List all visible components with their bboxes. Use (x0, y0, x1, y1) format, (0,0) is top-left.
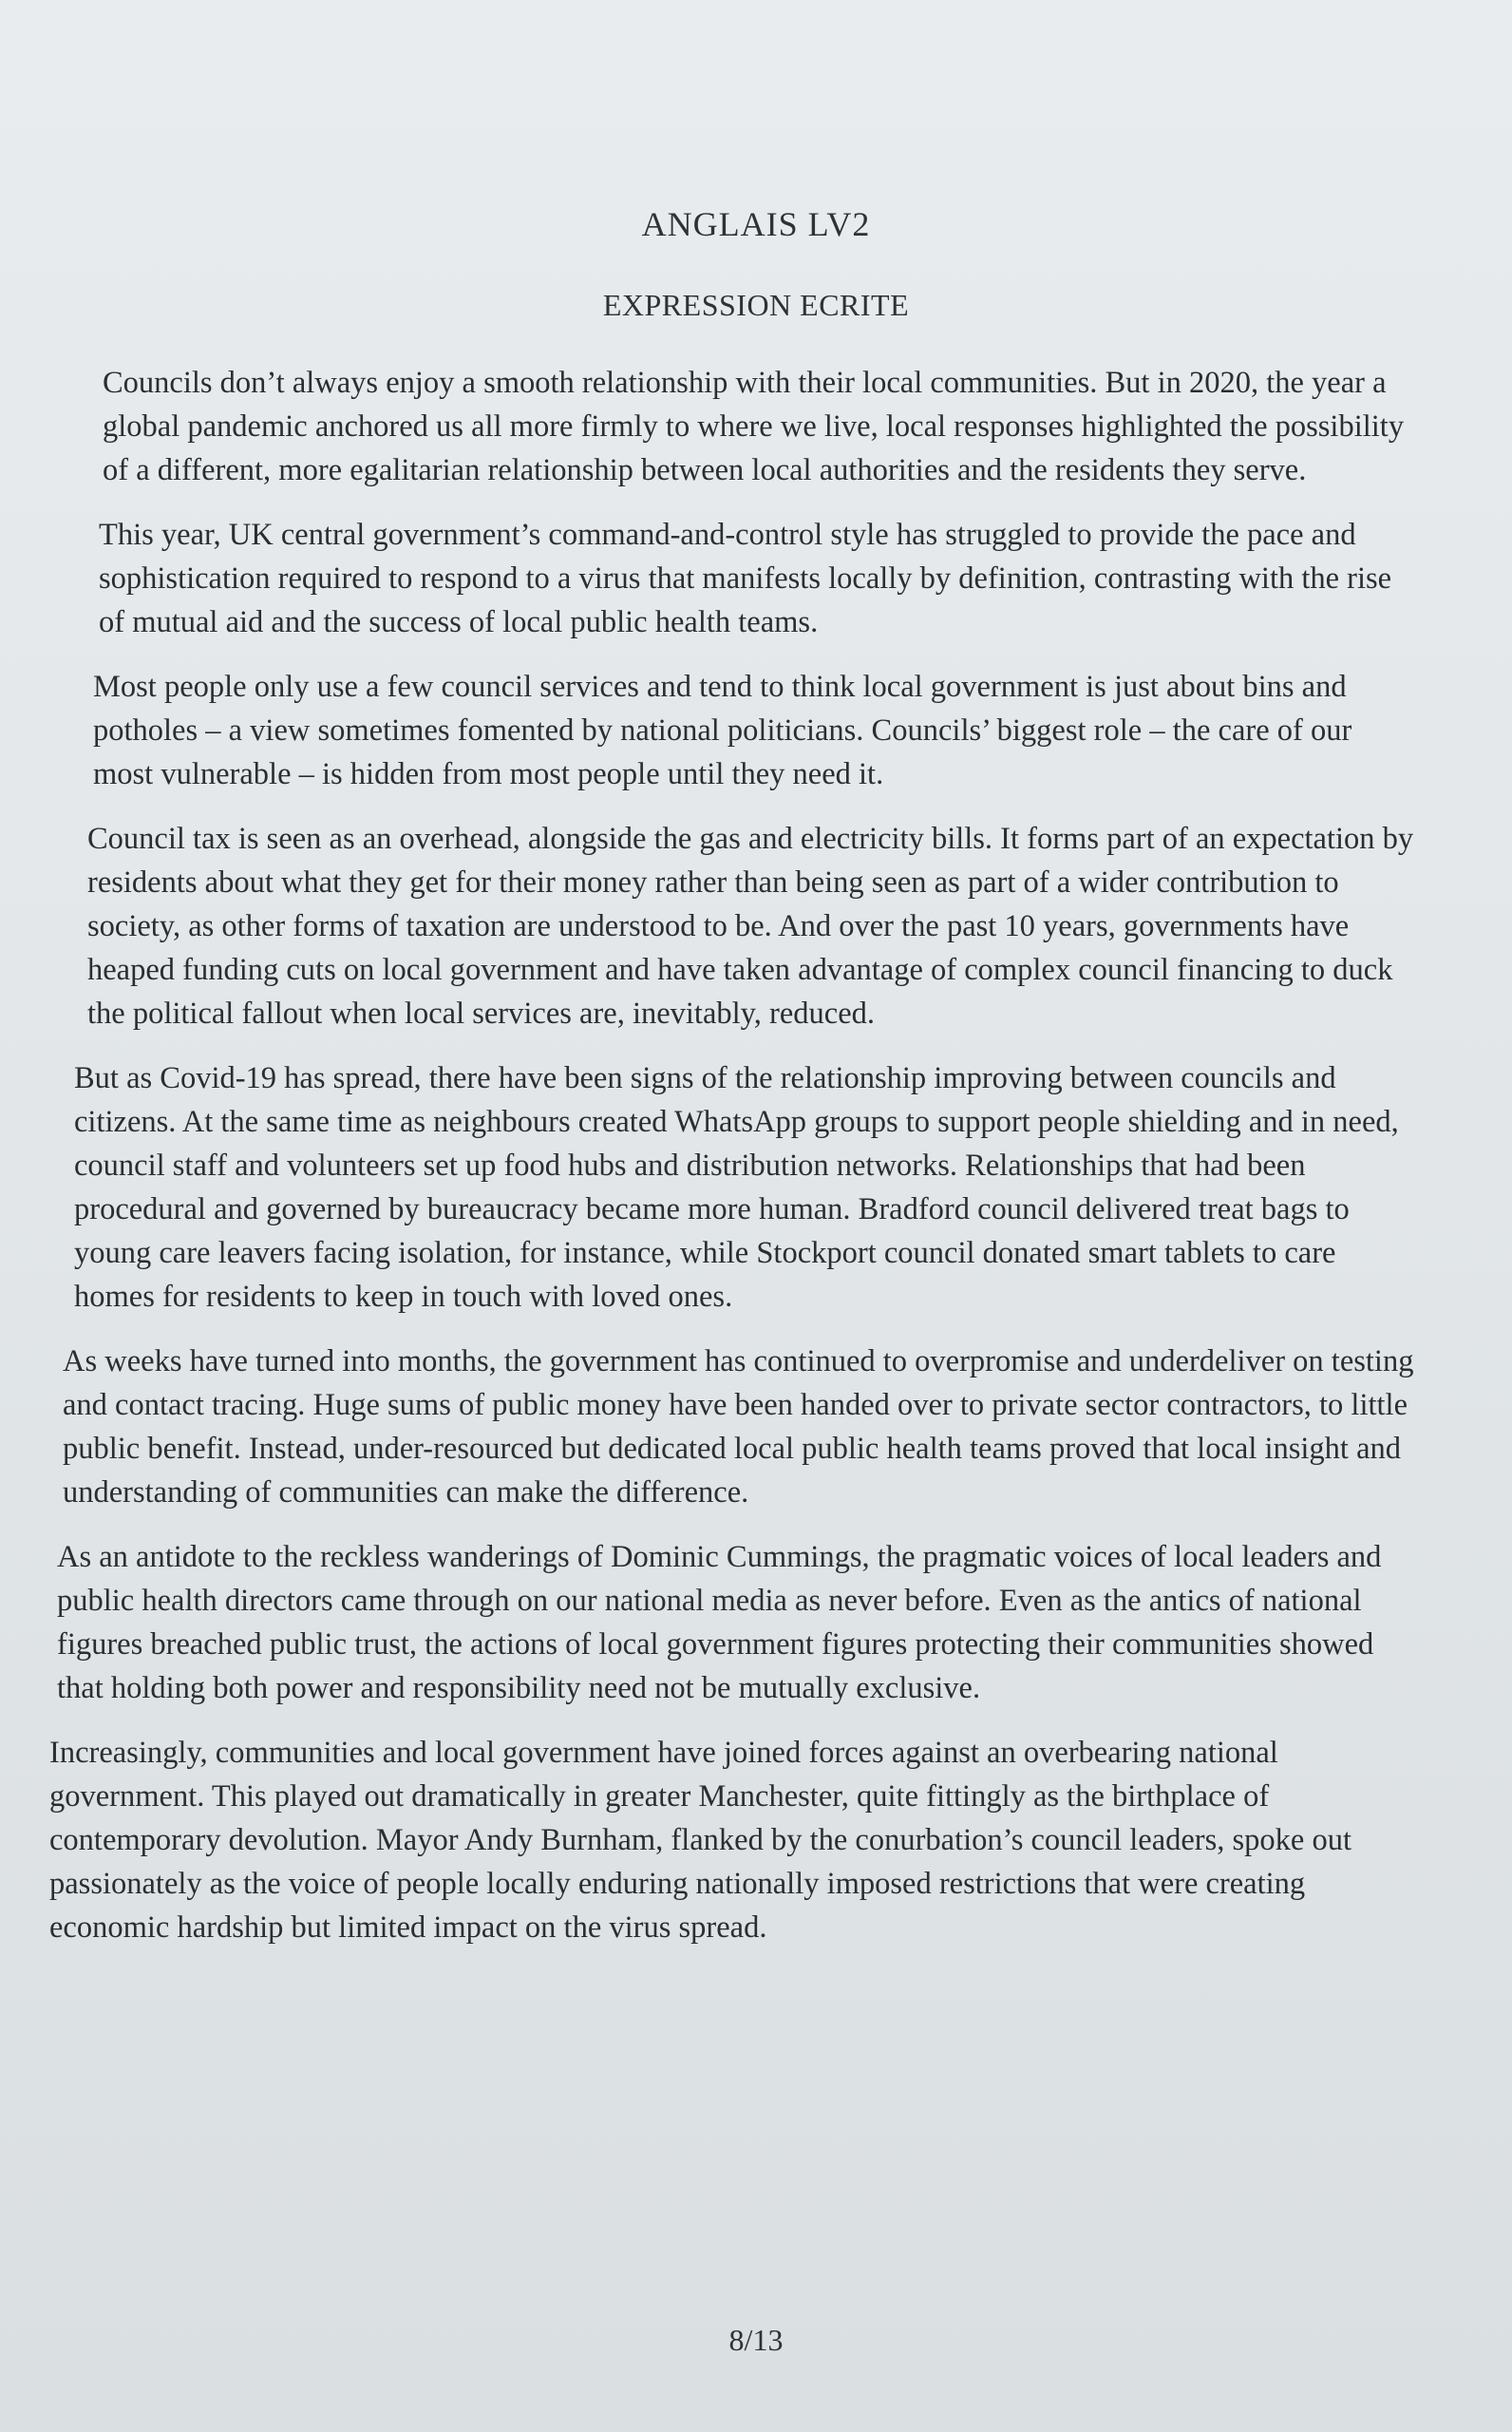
document-body (49, 361, 1415, 1970)
document-title: ANGLAIS LV2 (641, 205, 871, 243)
paragraph: But as Covid-19 has spread, there have been signs of the relationship improving between councils and citizens. At the same time as neighbours created WhatsApp groups to support people shielding and in need, council staff and volunteers set up food hubs and distribution networks. Relationships that had been procedural and governed by bureaucracy became more human. Bradford council delivered treat bags to young care leavers facing isolation, for instance, while Stockport council donated smart tablets to care homes for residents to keep in touch with loved ones. (74, 1061, 1399, 1314)
paragraph: Councils don’t always enjoy a smooth relationship with their local communities. But in 2020, the year a global pandemic anchored us all more firmly to where we live, local responses highlighted the possibility of a different, more egalitarian relationship between local authorities and the residents they serve. (103, 366, 1405, 487)
document-subtitle: EXPRESSION ECRITE (602, 288, 910, 322)
paragraph: As weeks have turned into months, the government has continued to overpromise and underdeliver on testing and contact tracing. Huge sums of public money have been handed over to private sector contractors, to little public benefit. Instead, under-resourced but dedicated local public health teams proved that local insight and understanding of communities can make the difference. (63, 1344, 1414, 1510)
paragraph: Most people only use a few council services and tend to think local government is just about bins and potholes – a view sometimes fomented by national politicians. Councils’ biggest role – the care of our most vulnerable – is hidden from most people until they need it. (93, 670, 1352, 791)
paragraph: Increasingly, communities and local government have joined forces against an overbearing national government. This played out dramatically in greater Manchester, quite fittingly as the birthplace of contemporary devolution. Mayor Andy Burnham, flanked by the conurbation’s council leaders, spoke out passionately as the voice of people locally enduring nationally imposed restrictions that were creating economic hardship but limited impact on the virus spread. (49, 1736, 1351, 1945)
paragraph: As an antidote to the reckless wanderings of Dominic Cummings, the pragmatic voices of local leaders and public health directors came through on our national media as never before. Even as the antics of national figures breached public trust, the actions of local government figures protecting their communities showed that holding both power and responsibility need not be mutually exclusive. (57, 1540, 1382, 1705)
paragraph: Council tax is seen as an overhead, alongside the gas and electricity bills. It forms part of an expectation by residents about what they get for their money rather than being seen as part of a wider contribution to society, as other forms of taxation are understood to be. And over the past 10 years, governments have heaped funding cuts on local government and have taken advantage of complex council financing to duck the political fallout when local services are, inevitably, reduced. (87, 822, 1414, 1031)
page-number: 8/13 (728, 2323, 784, 2357)
paragraph: This year, UK central government’s command-and-control style has struggled to provide the pace and sophistication required to respond to a virus that manifests locally by definition, contrasting with the rise of mutual aid and the success of local public health teams. (99, 518, 1392, 639)
